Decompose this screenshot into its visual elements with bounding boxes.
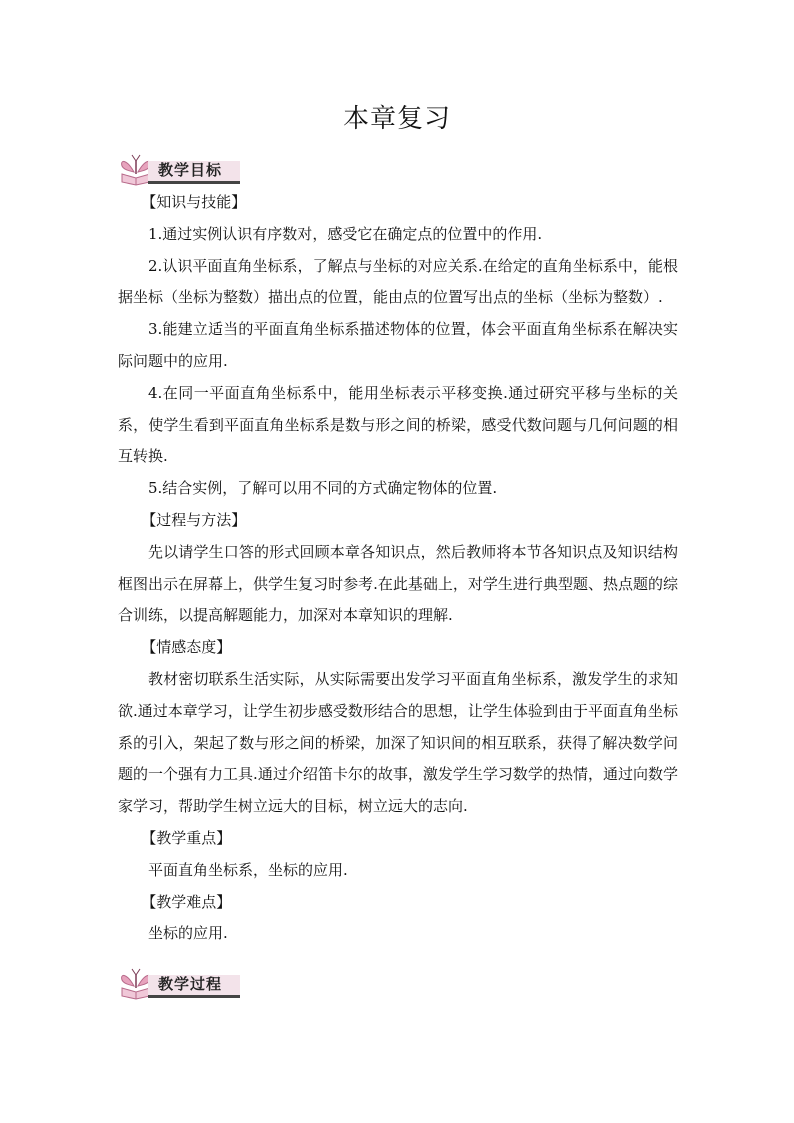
knowledge-item: 3.能建立适当的平面直角坐标系描述物体的位置，体会平面直角坐标系在解决实际问题中的应用. (118, 320, 678, 370)
document-body (118, 187, 678, 950)
emotion-text: 教材密切联系生活实际，从实际需要出发学习平面直角坐标系，激发学生的求知欲.通过本章学习，让学生初步感受数形结合的思想，让学生体验到由于平面直角坐标系的引入，架起了数与形之间的桥梁，加深了知识间的相互联系，获得了解决数学问题的一个强有力工具.通过介绍笛卡尔的故事，激发学生学习数学的热情，通过向数学家学习，帮助学生树立远大的目标，树立远大的志向. (118, 669, 678, 816)
difficulty-text: 坐标的应用. (148, 924, 228, 943)
knowledge-heading: 【知识与技能】 (141, 193, 247, 211)
emotion-heading: 【情感态度】 (141, 638, 232, 657)
knowledge-item: 5.结合实例，了解可以用不同的方式确定物体的位置. (148, 479, 498, 498)
key-point-heading: 【教学重点】 (141, 828, 232, 847)
badge-label: 教学过程 (158, 975, 223, 993)
method-text: 先以请学生口答的形式回顾本章各知识点，然后教师将本节各知识点及知识结构框图出示在屏幕上，供学生复习时参考.在此基础上，对学生进行典型题、热点题的综合训练，以提高解题能力，加深对本章知识的理解. (118, 542, 678, 625)
badge-label: 教学目标 (158, 161, 223, 179)
knowledge-item: 2.认识平面直角坐标系，了解点与坐标的对应关系.在给定的直角坐标系中，能根据坐标（坐标为整数）描出点的位置，能由点的位置写出点的坐标（坐标为整数）. (118, 256, 678, 307)
teaching-objectives-badge (118, 152, 242, 186)
difficulty-heading: 【教学难点】 (141, 892, 232, 911)
knowledge-item: 1.通过实例认识有序数对，感受它在确定点的位置中的作用. (148, 224, 543, 243)
key-point-text: 平面直角坐标系，坐标的应用. (148, 860, 348, 879)
method-heading: 【过程与方法】 (141, 510, 247, 529)
knowledge-item: 4.在同一平面直角坐标系中，能用坐标表示平移变换.通过研究平移与坐标的关系，使学生看到平面直角坐标系是数与形之间的桥梁，感受代数问题与几何问题的相互转换. (118, 383, 678, 466)
teaching-process-badge (118, 966, 242, 1000)
page-title: 本章复习 (342, 104, 451, 134)
